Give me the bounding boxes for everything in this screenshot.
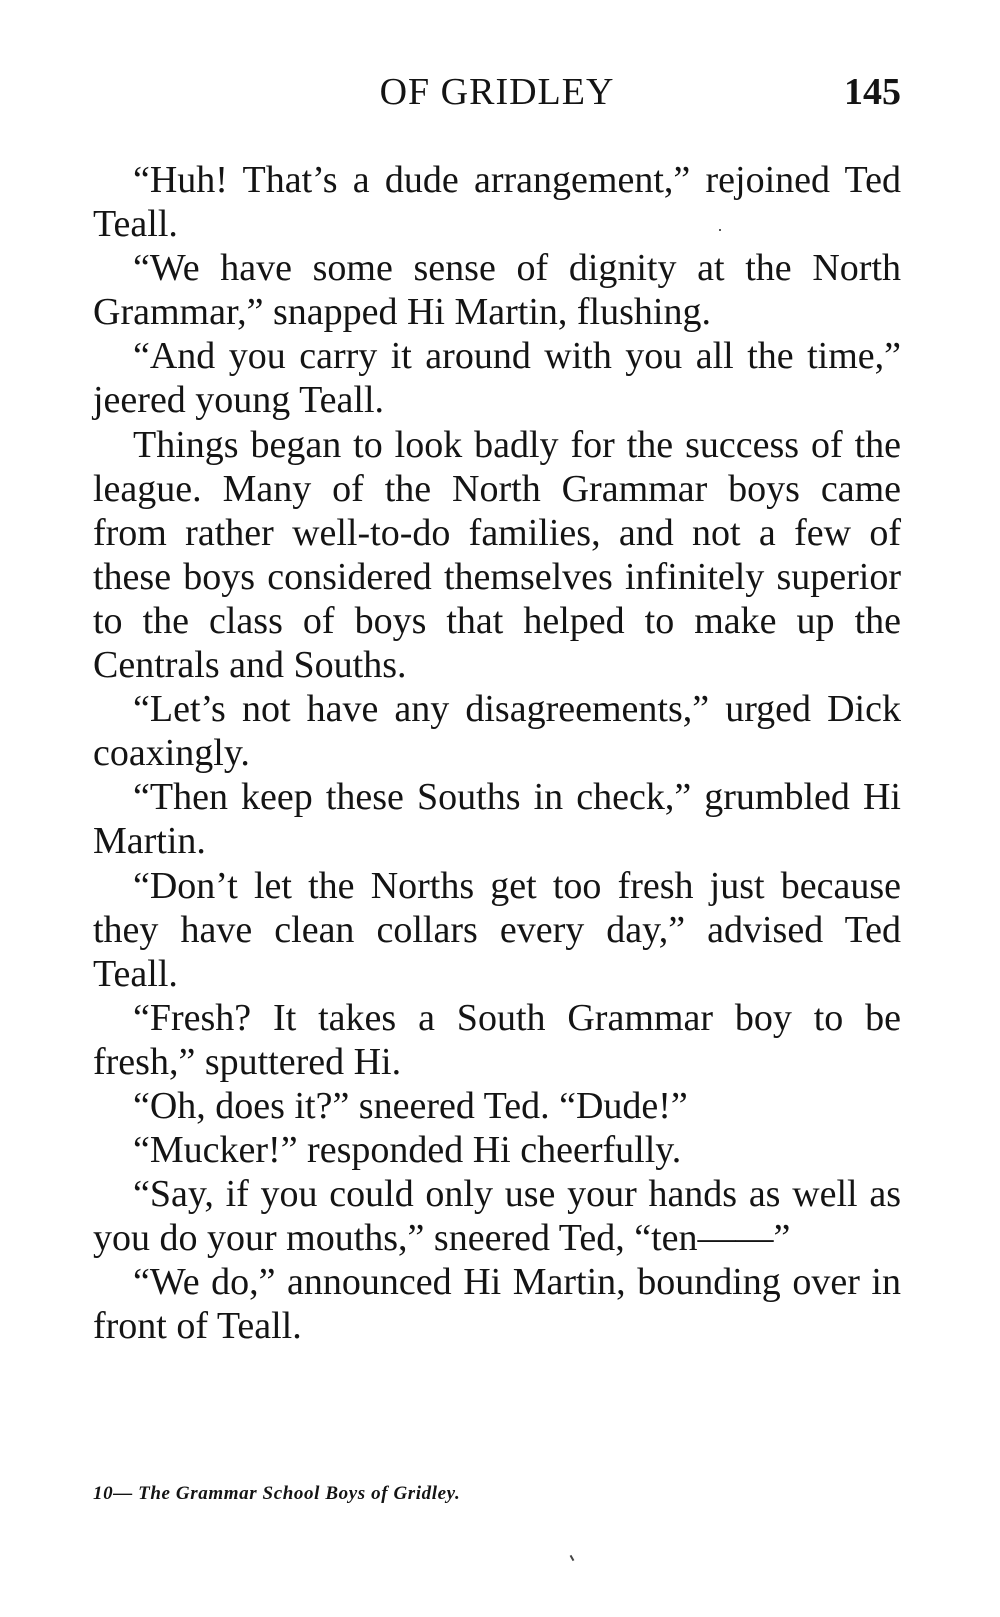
paragraph: Things began to look badly for the success of the league. Many of the North Grammar boys came from rather well-to-do families, and not a few of these boys considered themselves infinitely superior to the class of boys that helped to make up the Centrals and Souths. [93,423,901,687]
paragraph: “Fresh? It takes a South Grammar boy to be fresh,” sputtered Hi. [93,996,901,1083]
paragraph: “We have some sense of dignity at the North Grammar,” snapped Hi Martin, flushing. [93,247,901,334]
text-body [93,158,901,1349]
running-head [93,64,901,120]
signature-number: 10— [93,1483,133,1504]
paragraph: “Huh! That’s a dude arrangement,” rejoined Ted Teall. [93,159,901,246]
paragraph: “And you carry it around with you all the time,” jeered young Teall. [93,335,901,422]
paragraph: “Don’t let the Norths get too fresh just because they have clean collars every day,” advised Ted Teall. [93,864,901,995]
paragraph: “Let’s not have any disagreements,” urged Dick coaxingly. [93,688,901,775]
running-title: OF GRIDLEY [379,71,615,113]
paragraph: “We do,” announced Hi Martin, bounding over in front of Teall. [93,1261,901,1348]
paragraph: “Say, if you could only use your hands as well as you do your mouths,” sneered Ted, “ten——” [93,1173,901,1260]
signature-title: The Grammar School Boys of Gridley. [138,1483,461,1504]
paragraph: “Oh, does it?” sneered Ted. “Dude!” [133,1084,688,1127]
signature-line [93,1483,460,1505]
print-speck [570,1555,575,1561]
paragraph: “Mucker!” responded Hi cheerfully. [133,1129,682,1172]
page-number: 145 [844,71,901,113]
paragraph: “Then keep these Souths in check,” grumbled Hi Martin. [93,776,901,863]
print-speck [719,229,721,231]
